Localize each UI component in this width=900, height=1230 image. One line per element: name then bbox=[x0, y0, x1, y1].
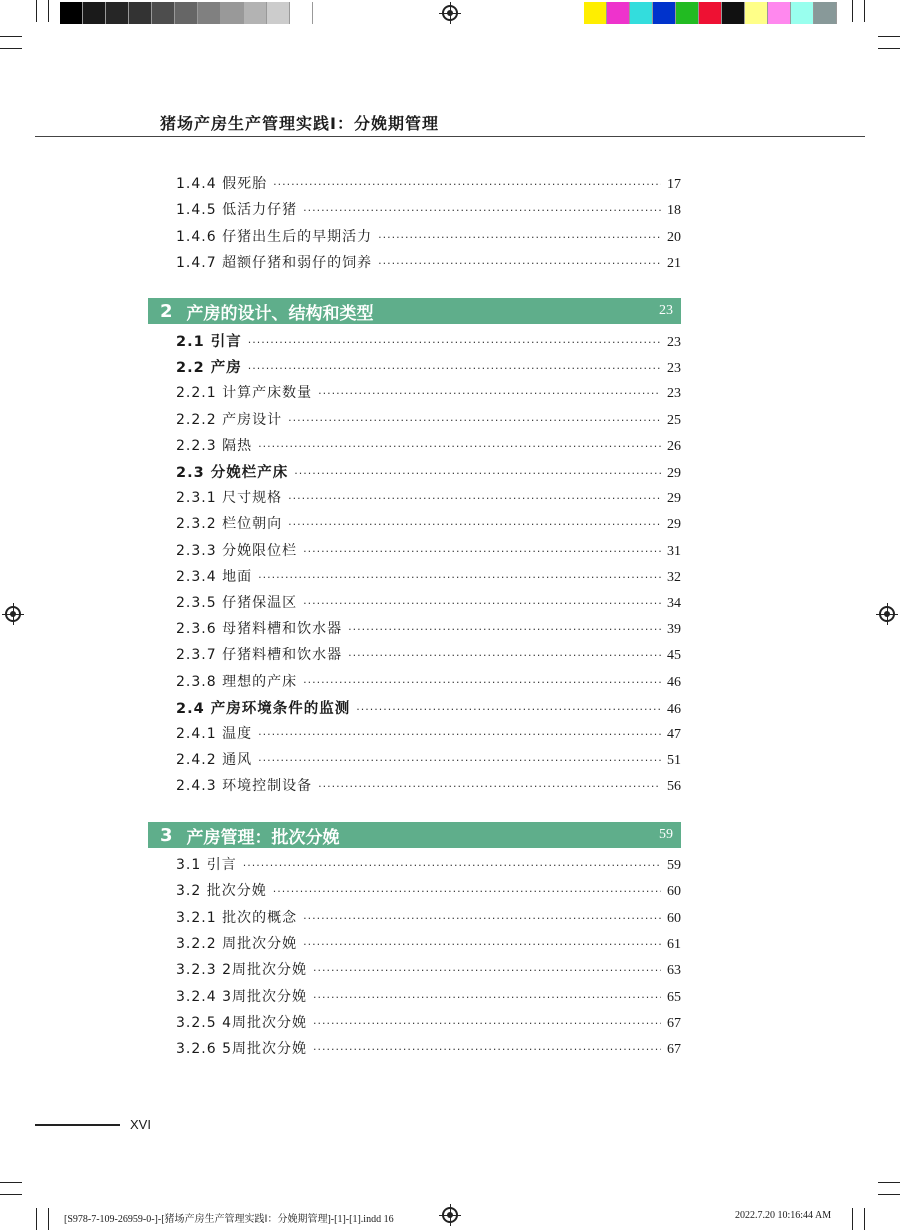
color-swatch bbox=[152, 2, 175, 24]
toc-dot-leader bbox=[273, 178, 661, 191]
color-swatch bbox=[745, 2, 768, 24]
toc-entry-label: 1.4.6 仔猪出生后的早期活力 bbox=[176, 228, 373, 245]
toc-entry-label: 3.2.1 批次的概念 bbox=[176, 909, 298, 926]
toc-entry[interactable] bbox=[176, 513, 681, 537]
toc-dot-leader bbox=[248, 336, 661, 349]
color-swatch bbox=[722, 2, 745, 24]
toc-entry-page-number: 60 bbox=[667, 884, 681, 900]
toc-entry-page-number: 51 bbox=[667, 753, 681, 769]
toc-entry[interactable] bbox=[176, 252, 681, 276]
toc-entry-label: 1.4.7 超额仔猪和弱仔的饲养 bbox=[176, 254, 373, 271]
toc-entry-label: 2.3.6 母猪料槽和饮水器 bbox=[176, 621, 343, 638]
color-swatch bbox=[699, 2, 722, 24]
toc-entry-page-number: 29 bbox=[667, 466, 681, 481]
crop-mark bbox=[0, 1194, 22, 1195]
color-swatch bbox=[198, 2, 221, 24]
toc-entry[interactable] bbox=[176, 330, 681, 354]
toc-dot-leader bbox=[318, 387, 661, 400]
registration-mark-icon bbox=[442, 5, 458, 21]
crop-mark bbox=[878, 1194, 900, 1195]
toc-entry[interactable] bbox=[176, 409, 681, 433]
toc-entry[interactable] bbox=[176, 382, 681, 406]
color-swatch bbox=[768, 2, 791, 24]
toc-entry[interactable] bbox=[176, 173, 681, 197]
toc-entry-page-number: 18 bbox=[667, 203, 681, 219]
crop-mark bbox=[864, 0, 865, 22]
toc-entry[interactable] bbox=[176, 540, 681, 564]
toc-entry-label: 2.4.2 通风 bbox=[176, 752, 253, 769]
toc-entry[interactable] bbox=[176, 644, 681, 668]
toc-entry-label: 2.3.8 理想的产床 bbox=[176, 673, 298, 690]
toc-dot-leader bbox=[258, 571, 661, 584]
crop-mark bbox=[48, 0, 49, 22]
color-swatch bbox=[129, 2, 152, 24]
running-head: 猪场产房生产管理实践Ⅰ：分娩期管理 bbox=[160, 114, 439, 133]
toc-entry-page-number: 46 bbox=[667, 701, 681, 717]
toc-entry[interactable] bbox=[176, 356, 681, 380]
registration-mark-icon bbox=[5, 606, 21, 622]
registration-mark-icon bbox=[879, 606, 895, 622]
toc-entry[interactable] bbox=[176, 986, 681, 1010]
toc-dot-leader bbox=[303, 597, 661, 610]
toc-dot-leader bbox=[248, 362, 661, 375]
toc-dot-leader bbox=[303, 545, 661, 558]
color-swatch bbox=[607, 2, 630, 24]
crop-mark bbox=[852, 0, 853, 22]
toc-entry[interactable] bbox=[176, 723, 681, 747]
toc-dot-leader bbox=[288, 414, 661, 427]
registration-mark-icon bbox=[442, 1207, 458, 1223]
toc-entry-label: 2.1 引言 bbox=[176, 334, 242, 350]
crop-mark bbox=[864, 1208, 865, 1230]
toc-entry-page-number: 59 bbox=[667, 858, 681, 873]
toc-entry[interactable] bbox=[176, 592, 681, 616]
toc-entry-label: 2.3.7 仔猪料槽和饮水器 bbox=[176, 647, 343, 664]
grayscale-color-bar bbox=[60, 2, 313, 24]
toc-dot-leader bbox=[258, 754, 661, 767]
crop-mark bbox=[852, 1208, 853, 1230]
chapter-title: 产房的设计、结构和类型 bbox=[186, 303, 374, 324]
toc-entry-label: 2.4.1 温度 bbox=[176, 726, 253, 742]
toc-entry-label: 2.4.3 环境控制设备 bbox=[176, 778, 313, 795]
toc-entry[interactable] bbox=[176, 1038, 681, 1062]
toc-entry-label: 3.2.2 周批次分娩 bbox=[176, 935, 298, 952]
toc-entry[interactable] bbox=[176, 749, 681, 773]
color-swatch bbox=[221, 2, 244, 24]
toc-entry-page-number: 21 bbox=[667, 255, 681, 271]
toc-dot-leader bbox=[303, 204, 661, 217]
toc-dot-leader bbox=[303, 938, 661, 951]
toc-dot-leader bbox=[348, 649, 661, 662]
toc-entry-label: 2.3.4 地面 bbox=[176, 568, 253, 585]
crop-mark bbox=[48, 1208, 49, 1230]
toc-entry[interactable] bbox=[176, 487, 681, 511]
toc-entry[interactable] bbox=[176, 671, 681, 695]
toc-entry-page-number: 34 bbox=[667, 596, 681, 611]
toc-dot-leader bbox=[258, 728, 661, 741]
process-color-bar bbox=[584, 2, 837, 24]
toc-entry-page-number: 67 bbox=[667, 1042, 681, 1058]
toc-entry-label: 1.4.5 低活力仔猪 bbox=[176, 202, 298, 219]
toc-entry-page-number: 56 bbox=[667, 779, 681, 795]
color-swatch bbox=[106, 2, 129, 24]
toc-entry[interactable] bbox=[176, 435, 681, 459]
toc-dot-leader bbox=[273, 885, 661, 898]
toc-entry-page-number: 65 bbox=[667, 989, 681, 1005]
toc-entry[interactable] bbox=[176, 566, 681, 590]
toc-entry-label: 3.2.5 4周批次分娩 bbox=[176, 1014, 307, 1031]
footer-rule bbox=[35, 1124, 120, 1126]
toc-entry[interactable] bbox=[176, 907, 681, 931]
crop-mark bbox=[36, 0, 37, 22]
toc-entry-page-number: 17 bbox=[667, 177, 681, 192]
chapter-number: 3 bbox=[160, 824, 173, 846]
color-swatch bbox=[791, 2, 814, 24]
toc-entry-label: 2.3.5 仔猪保温区 bbox=[176, 595, 298, 611]
toc-entry[interactable] bbox=[176, 461, 681, 485]
toc-entry-label: 2.4 产房环境条件的监测 bbox=[176, 700, 351, 717]
toc-entry-page-number: 25 bbox=[667, 412, 681, 428]
toc-entry-page-number: 39 bbox=[667, 622, 681, 638]
toc-dot-leader bbox=[288, 492, 661, 505]
toc-entry-label: 3.2.3 2周批次分娩 bbox=[176, 962, 307, 979]
toc-dot-leader bbox=[313, 1043, 661, 1056]
toc-entry-page-number: 31 bbox=[667, 543, 681, 559]
chapter-page-number: 23 bbox=[659, 303, 673, 318]
color-swatch bbox=[584, 2, 607, 24]
toc-entry-page-number: 47 bbox=[667, 727, 681, 742]
toc-dot-leader bbox=[294, 467, 661, 480]
toc-entry-label: 2.2.1 计算产床数量 bbox=[176, 385, 313, 402]
toc-dot-leader bbox=[313, 991, 661, 1004]
chapter-number: 2 bbox=[160, 300, 173, 322]
toc-dot-leader bbox=[303, 676, 661, 689]
toc-entry-label: 1.4.4 假死胎 bbox=[176, 176, 268, 192]
toc-dot-leader bbox=[243, 859, 661, 872]
crop-mark bbox=[878, 36, 900, 37]
print-slug-file: [S978-7-109-26959-0-]-[猪场产房生产管理实践Ⅰ：分娩期管理]-[1]-[1].indd 16 bbox=[64, 1214, 394, 1225]
toc-entry-page-number: 63 bbox=[667, 963, 681, 979]
toc-dot-leader bbox=[258, 440, 661, 453]
toc-entry-label: 3.1 引言 bbox=[176, 857, 237, 873]
toc-entry-label: 3.2 批次分娩 bbox=[176, 883, 267, 900]
toc-entry[interactable] bbox=[176, 226, 681, 250]
crop-mark bbox=[0, 1182, 22, 1183]
color-swatch bbox=[676, 2, 699, 24]
chapter-title: 产房管理：批次分娩 bbox=[186, 827, 340, 848]
toc-entry-label: 2.2.3 隔热 bbox=[176, 437, 253, 454]
toc-dot-leader bbox=[313, 1017, 661, 1030]
toc-entry-label: 3.2.4 3周批次分娩 bbox=[176, 988, 307, 1005]
toc-entry-label: 2.2.2 产房设计 bbox=[176, 411, 283, 428]
color-swatch bbox=[630, 2, 653, 24]
header-rule bbox=[35, 136, 865, 137]
print-slug-timestamp: 2022.7.20 10:16:44 AM bbox=[735, 1210, 832, 1221]
toc-entry-page-number: 46 bbox=[667, 674, 681, 690]
toc-entry[interactable] bbox=[176, 618, 681, 642]
color-swatch bbox=[60, 2, 83, 24]
toc-entry-label: 2.3.1 尺寸规格 bbox=[176, 490, 283, 507]
chapter-2-heading-bar[interactable] bbox=[148, 298, 681, 324]
toc-entry-page-number: 60 bbox=[667, 910, 681, 926]
color-swatch bbox=[267, 2, 290, 24]
toc-entry-page-number: 32 bbox=[667, 569, 681, 585]
toc-dot-leader bbox=[348, 623, 661, 636]
chapter-page-number: 59 bbox=[659, 827, 673, 842]
toc-entry[interactable] bbox=[176, 933, 681, 957]
toc-dot-leader bbox=[318, 780, 661, 793]
crop-mark bbox=[878, 48, 900, 49]
toc-entry-label: 2.3.2 栏位朝向 bbox=[176, 516, 283, 533]
toc-entry-page-number: 23 bbox=[667, 386, 681, 402]
toc-entry-label: 2.3.3 分娩限位栏 bbox=[176, 542, 298, 559]
toc-dot-leader bbox=[378, 257, 661, 270]
page-folio: XVI bbox=[130, 1117, 151, 1132]
color-swatch bbox=[814, 2, 837, 24]
toc-entry-page-number: 26 bbox=[667, 438, 681, 454]
toc-entry-page-number: 61 bbox=[667, 936, 681, 952]
color-swatch bbox=[175, 2, 198, 24]
toc-entry[interactable] bbox=[176, 854, 681, 878]
toc-entry-page-number: 23 bbox=[667, 361, 681, 377]
toc-dot-leader bbox=[288, 518, 661, 531]
crop-mark bbox=[0, 36, 22, 37]
toc-entry[interactable] bbox=[176, 199, 681, 223]
toc-dot-leader bbox=[378, 231, 661, 244]
toc-entry[interactable] bbox=[176, 1012, 681, 1036]
toc-entry-page-number: 67 bbox=[667, 1015, 681, 1031]
color-swatch bbox=[83, 2, 106, 24]
color-swatch bbox=[290, 2, 313, 24]
toc-entry-page-number: 20 bbox=[667, 229, 681, 245]
crop-mark bbox=[878, 1182, 900, 1183]
toc-entry-page-number: 29 bbox=[667, 517, 681, 533]
crop-mark bbox=[0, 48, 22, 49]
toc-dot-leader bbox=[313, 964, 661, 977]
toc-entry-page-number: 29 bbox=[667, 491, 681, 507]
toc-entry-label: 2.2 产房 bbox=[176, 360, 242, 377]
toc-entry[interactable] bbox=[176, 880, 681, 904]
toc-entry[interactable] bbox=[176, 775, 681, 799]
chapter-3-heading-bar[interactable] bbox=[148, 822, 681, 848]
toc-entry-label: 2.3 分娩栏产床 bbox=[176, 465, 289, 481]
toc-dot-leader bbox=[303, 912, 661, 925]
toc-entry-page-number: 45 bbox=[667, 648, 681, 664]
crop-mark bbox=[36, 1208, 37, 1230]
toc-entry[interactable] bbox=[176, 959, 681, 983]
toc-entry[interactable] bbox=[176, 697, 681, 721]
color-swatch bbox=[653, 2, 676, 24]
toc-dot-leader bbox=[356, 703, 661, 716]
color-swatch bbox=[244, 2, 267, 24]
toc-entry-label: 3.2.6 5周批次分娩 bbox=[176, 1041, 307, 1058]
toc-entry-page-number: 23 bbox=[667, 335, 681, 350]
